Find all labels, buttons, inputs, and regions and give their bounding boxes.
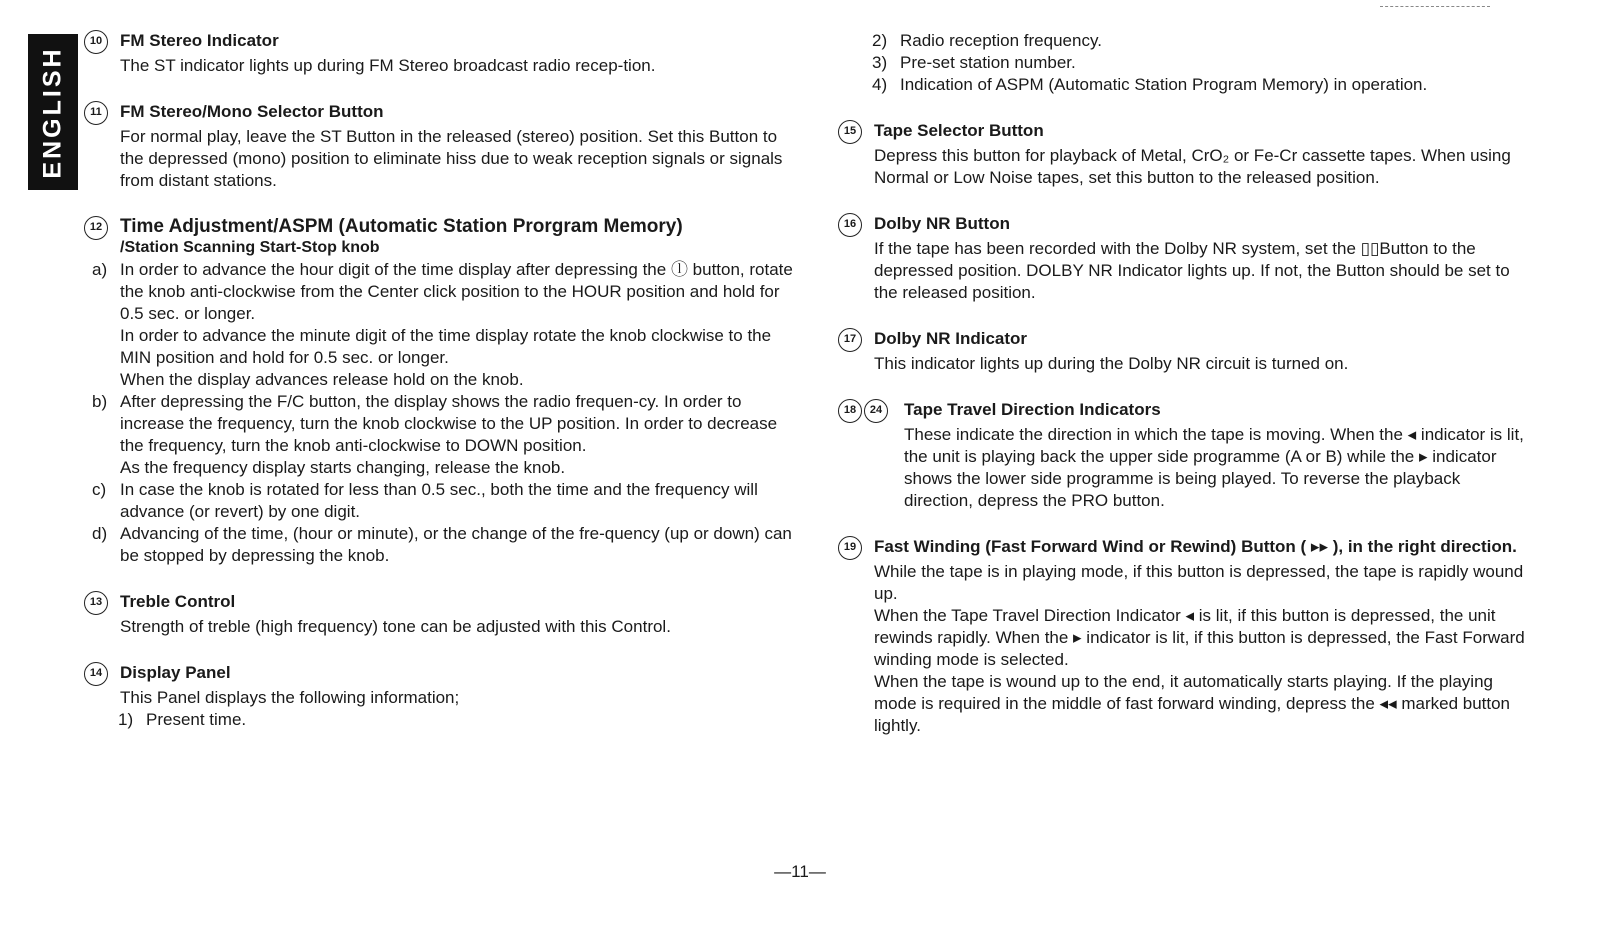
list-item: [874, 30, 1528, 52]
item-number: 18: [838, 399, 862, 423]
item-number-badge: 17: [838, 328, 862, 352]
list-item: [874, 74, 1528, 96]
section-title: Treble Control: [120, 592, 236, 611]
list-item-text: Present time.: [146, 710, 247, 729]
list-item-label: 4): [872, 75, 888, 94]
list-item: [874, 52, 1528, 74]
section-title: Tape Travel Direction Indicators: [904, 400, 1161, 419]
item-number-badge: 12: [84, 216, 108, 240]
section-18: [838, 399, 1528, 512]
right-column: [838, 30, 1528, 761]
item-number-badge: [838, 399, 890, 421]
item-number: 24: [864, 399, 888, 423]
section-title: FM Stereo Indicator: [120, 31, 279, 50]
top-edge-rule: [1380, 6, 1490, 8]
item-number-badge: 13: [84, 591, 108, 615]
section-title: FM Stereo/Mono Selector Button: [120, 102, 384, 121]
section-10: [84, 30, 804, 77]
body-paragraph: If the tape has been recorded with the Dolby NR system, set the ▯▯Button to the depressed position. DOLBY NR Indicator lights up. If not, the Button should be set to the released position.: [874, 239, 1510, 302]
section-19: [838, 536, 1528, 737]
item-number-badge: 16: [838, 213, 862, 237]
section-title: Display Panel: [120, 663, 231, 682]
list-item-label: c): [92, 480, 107, 499]
list-item-label: b): [92, 392, 108, 411]
language-tab: [28, 34, 78, 190]
item-list: [874, 30, 1528, 96]
left-column: [84, 30, 804, 755]
body-paragraph: Depress this button for playback of Metal, CrO₂ or Fe-Cr cassette tapes. When using Normal or Low Noise tapes, set this button to the released position.: [874, 146, 1511, 187]
section-12: [84, 216, 804, 567]
body-paragraph: These indicate the direction in which the tape is moving. When the ◂ indicator is lit, the unit is playing back the upper side programme (A or B) while the ▸ indicator shows the lower side programme is being played. To reverse the playback direction, depress the PRO button.: [904, 425, 1524, 510]
section-11: [84, 101, 804, 192]
list-item: [84, 523, 804, 567]
section-16: [838, 213, 1528, 304]
list-item-label: 2): [872, 31, 888, 50]
body-paragraph: When the Tape Travel Direction Indicator ◂ is lit, if this button is depressed, the unit rewinds rapidly. When the ▸ indicator is lit, if this button is depressed, the Fast Forward winding mode is selected.: [874, 606, 1525, 669]
item-number-badge: 10: [84, 30, 108, 54]
section-body: [120, 126, 804, 192]
item-list: [84, 259, 804, 567]
page-number: —11—: [774, 862, 826, 881]
section-title: Fast Winding (Fast Forward Wind or Rewind) Button ( ▸▸ ), in the right direction.: [874, 537, 1517, 556]
list-item-text: Radio reception frequency.: [900, 31, 1102, 50]
list-item-text: In case the knob is rotated for less than 0.5 sec., both the time and the frequency will advance (or revert) by one digit.: [120, 480, 758, 521]
list-item-text: As the frequency display starts changing, release the knob.: [120, 458, 566, 477]
list-item-text: When the display advances release hold on the knob.: [120, 370, 524, 389]
section-body: [120, 687, 804, 709]
section-title: Dolby NR Button: [874, 214, 1010, 233]
section-14: [84, 662, 804, 731]
list-item-text: In order to advance the minute digit of the time display rotate the knob clockwise to the MIN position and hold for 0.5 sec. or longer.: [120, 326, 772, 367]
section-body: [874, 561, 1528, 737]
list-item-label: 3): [872, 53, 888, 72]
body-paragraph: The ST indicator lights up during FM Stereo broadcast radio recep-tion.: [120, 56, 656, 75]
body-paragraph: Strength of treble (high frequency) tone can be adjusted with this Control.: [120, 617, 671, 636]
section-body: [120, 616, 804, 638]
list-item-text: After depressing the F/C button, the display shows the radio frequen-cy. In order to increase the frequency, turn the knob clockwise to the UP position. In order to decrease the frequency, turn the knob anti-clockwise to DOWN position.: [120, 392, 778, 455]
item-number-badge: 14: [84, 662, 108, 686]
list-item: [84, 479, 804, 523]
list-item: [84, 391, 804, 479]
section-17: [838, 328, 1528, 375]
section-title: Time Adjustment/ASPM (Automatic Station Prorgram Memory): [120, 216, 683, 237]
list-item: [84, 259, 804, 391]
language-tab-label: ENGLISH: [38, 45, 67, 179]
item-number-badge: 11: [84, 101, 108, 125]
section-title: Dolby NR Indicator: [874, 329, 1028, 348]
item-number-badge: 15: [838, 120, 862, 144]
body-paragraph: While the tape is in playing mode, if this button is depressed, the tape is rapidly wound up.: [874, 562, 1524, 603]
section-cont: [838, 30, 1528, 96]
list-item-label: a): [92, 260, 108, 279]
list-item-text: Indication of ASPM (Automatic Station Program Memory) in operation.: [900, 75, 1428, 94]
list-item-label: 1): [118, 710, 134, 729]
item-list: [120, 709, 804, 731]
section-subtitle: /Station Scanning Start-Stop knob: [120, 239, 380, 256]
list-item-text: Advancing of the time, (hour or minute), or the change of the fre-quency (up or down) can be stopped by depressing the knob.: [120, 524, 792, 565]
section-13: [84, 591, 804, 638]
body-paragraph: This Panel displays the following information;: [120, 688, 460, 707]
section-body: [874, 238, 1528, 304]
list-item-text: In order to advance the hour digit of the time display after depressing the ⓛ button, rotate the knob anti-clockwise from the Center click position to the HOUR position and hold for 0.5 sec. or longer.: [120, 260, 793, 323]
item-number-badge: 19: [838, 536, 862, 560]
list-item: [120, 709, 804, 731]
section-body: [874, 353, 1528, 375]
section-title: Tape Selector Button: [874, 121, 1044, 140]
section-15: [838, 120, 1528, 189]
section-body: [874, 145, 1528, 189]
body-paragraph: When the tape is wound up to the end, it automatically starts playing. If the playing mode is required in the middle of fast forward winding, depress the ◂◂ marked button lightly.: [874, 672, 1511, 735]
section-body: [904, 424, 1528, 512]
list-item-label: d): [92, 524, 108, 543]
body-paragraph: This indicator lights up during the Dolby NR circuit is turned on.: [874, 354, 1349, 373]
list-item-text: Pre-set station number.: [900, 53, 1076, 72]
body-paragraph: For normal play, leave the ST Button in the released (stereo) position. Set this Button to the depressed (mono) position to eliminate hiss due to weak reception signals or signals from distant stations.: [120, 127, 783, 190]
section-body: [120, 55, 804, 77]
